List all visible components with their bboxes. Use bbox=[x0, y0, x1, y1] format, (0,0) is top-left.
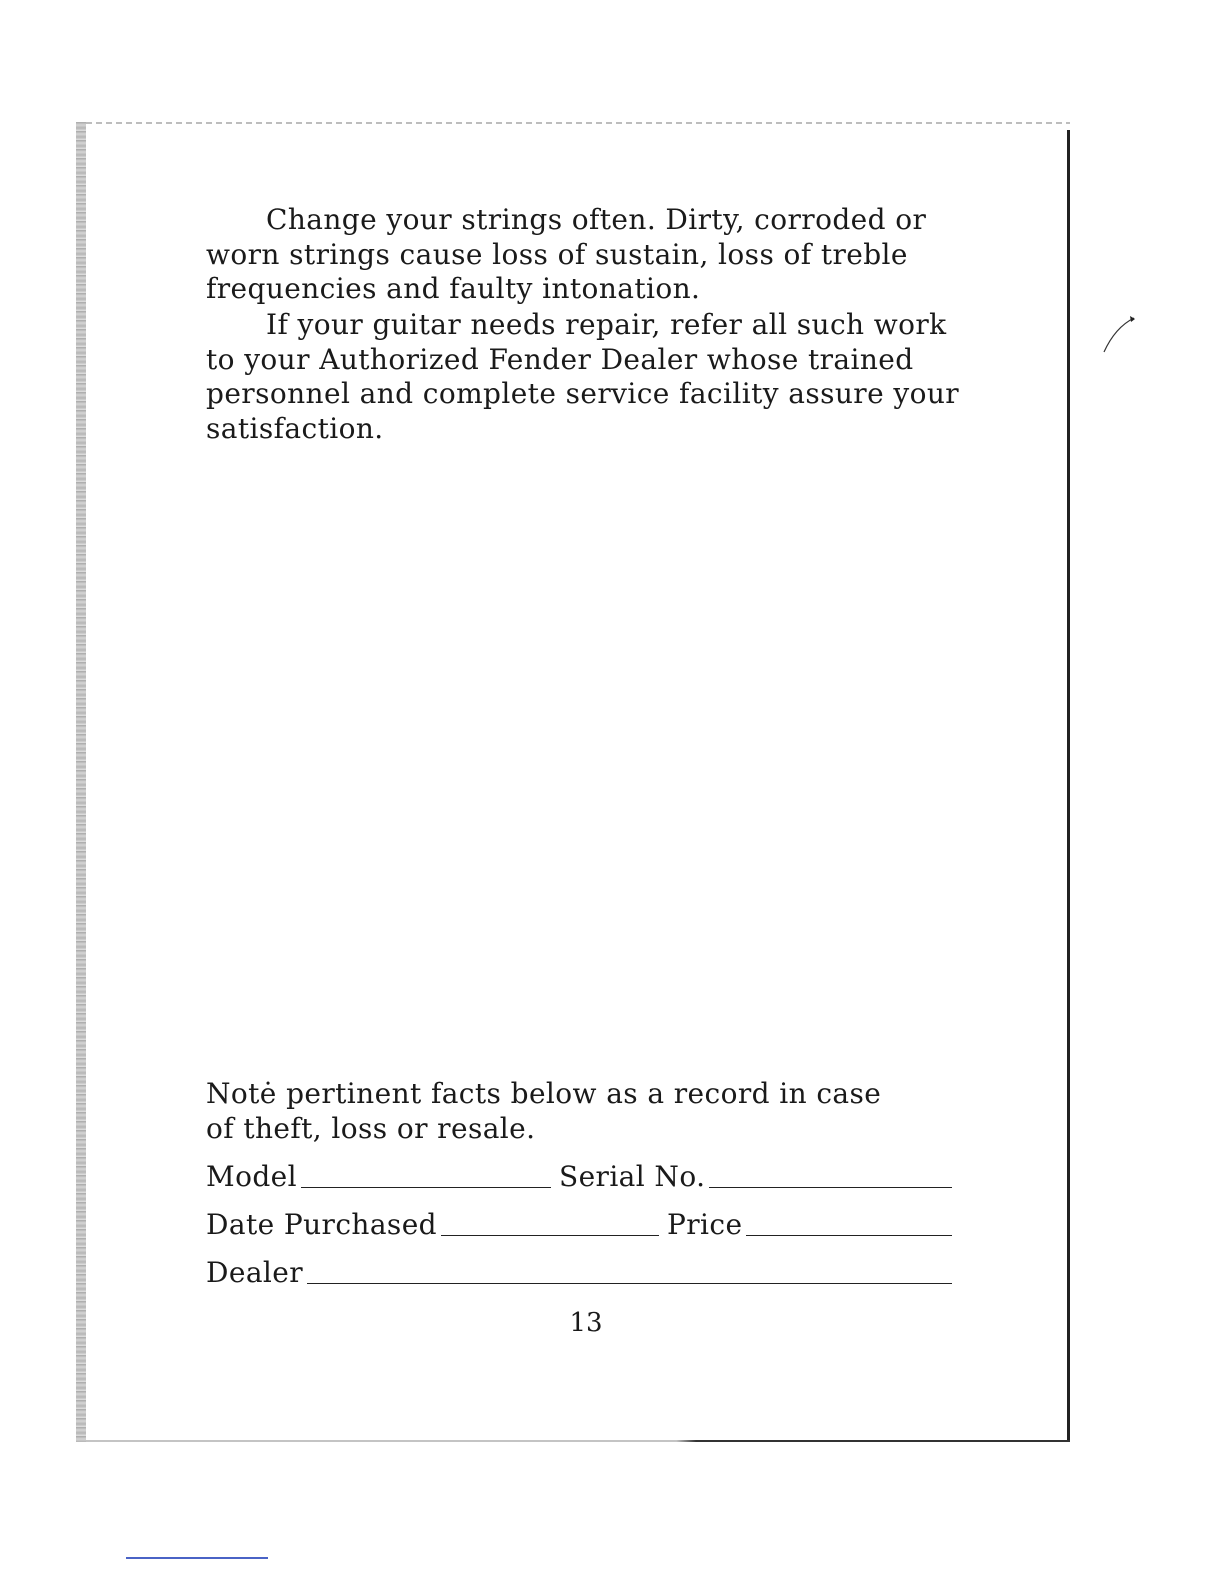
page-bottom-border bbox=[86, 1440, 1070, 1442]
price-field[interactable] bbox=[746, 1235, 952, 1236]
strings-paragraph: Change your strings often. Dirty, corroded or worn strings cause loss of sustain, loss of treble frequencies and faulty intonation. bbox=[206, 203, 927, 306]
model-label: Model bbox=[206, 1160, 297, 1193]
price-label: Price bbox=[667, 1208, 743, 1241]
page-right-border bbox=[1067, 130, 1070, 1442]
serial-label: Serial No. bbox=[558, 1160, 706, 1193]
footer-underline bbox=[126, 1557, 268, 1559]
serial-field[interactable] bbox=[709, 1187, 952, 1188]
repair-paragraph: If your guitar needs repair, refer all such work to your Authorized Fender Dealer whose trained personnel and complete service facility assure your satisfaction. bbox=[206, 308, 960, 445]
date-price-row bbox=[206, 1206, 952, 1240]
model-serial-row bbox=[206, 1158, 952, 1192]
page-number: 13 bbox=[569, 1308, 603, 1338]
model-field[interactable] bbox=[301, 1187, 551, 1188]
dealer-label: Dealer bbox=[206, 1256, 304, 1289]
date-purchased-label: Date Purchased bbox=[206, 1208, 437, 1241]
date-purchased-field[interactable] bbox=[441, 1235, 659, 1236]
page-top-border bbox=[86, 122, 1070, 124]
page-binding-edge bbox=[76, 122, 86, 1442]
record-note: Notė pertinent facts below as a record in case of theft, loss or resale. bbox=[206, 1077, 882, 1145]
dealer-field[interactable] bbox=[307, 1283, 952, 1284]
pencil-mark-icon bbox=[1100, 316, 1136, 356]
dealer-row bbox=[206, 1254, 952, 1288]
